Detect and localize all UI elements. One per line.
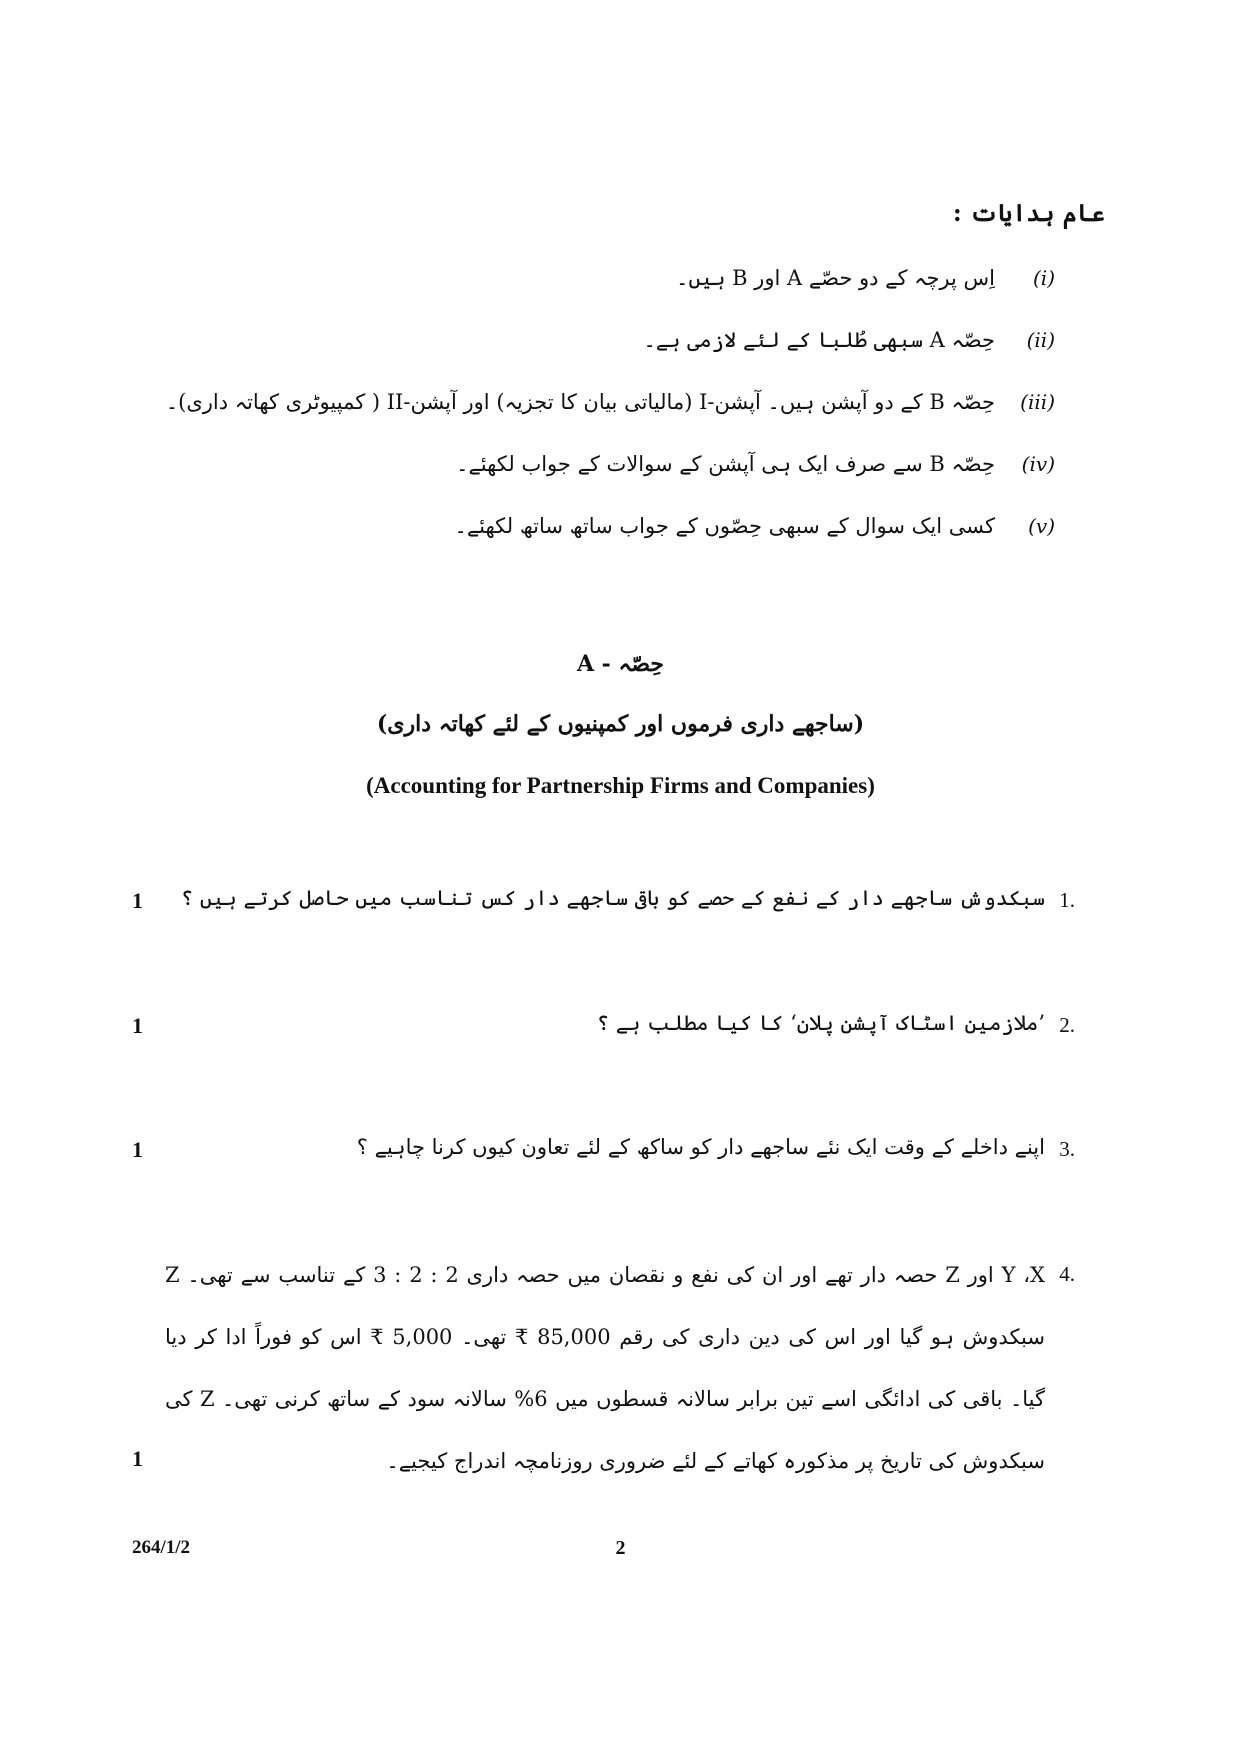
question-marks: 1 bbox=[132, 1446, 143, 1471]
section-subtitle-english: (Accounting for Partnership Firms and Companies) bbox=[366, 773, 875, 798]
question-number: 3. bbox=[1059, 1137, 1075, 1161]
question-number: 1. bbox=[1059, 888, 1075, 912]
question-marks: 1 bbox=[132, 1013, 143, 1038]
section-title: حِصّہ - A bbox=[576, 651, 665, 677]
instruction-text: حِصّہ B کے دو آپشن ہیں۔ آپشن-I (مالیاتی بیان کا تجزیہ) اور آپشن-II ( کمپیوٹری کھاتہ داری)۔ bbox=[165, 390, 995, 414]
instructions-heading: عام ہدایات : bbox=[952, 198, 1105, 227]
instruction-number: (iii) bbox=[1020, 390, 1055, 414]
section-subtitle-urdu: (ساجھے داری فرموں اور کمپنیوں کے لئے کھاتہ داری) bbox=[376, 711, 865, 737]
instruction-text: کسی ایک سوال کے سبھی حِصّوں کے جواب ساتھ ساتھ لکھئے۔ bbox=[454, 514, 995, 538]
paper-code: 264/1/2 bbox=[132, 1537, 191, 1558]
question-text: اپنے داخلے کے وقت ایک نئے ساجھے دار کو ساکھ کے لئے تعاون کیوں کرنا چاہیے ؟ bbox=[356, 1135, 1045, 1159]
instruction-item bbox=[455, 514, 1055, 538]
instruction-item bbox=[166, 390, 1055, 414]
question-text: سبکدوش ساجھے دار کے نفع کے حصے کو باقی ساجھے دار کس تناسب میں حاصل کرتے ہیں ؟ bbox=[180, 886, 1045, 910]
question-number: 4. bbox=[1059, 1262, 1075, 1286]
instruction-text: حِصّہ B سے صرف ایک ہی آپشن کے سوالات کے جواب لکھئے۔ bbox=[456, 452, 995, 476]
instruction-item bbox=[456, 452, 1055, 476]
question-text: Y ،X اور Z حصہ دار تھے اور ان کی نفع و نقصان میں حصہ داری 2 : 2 : 3 کے تناسب سے تھی۔ Z سبکدوش ہو گیا اور اس کی دین داری کی رقم 85,000 ₹ تھی۔ 5,000 ₹ اس کو فوراً ادا کر دیا گیا۔ باقی کی ادائگی اسے تین برابر سالانہ قسطوں میں 6% سالانہ سود کے ساتھ کرنی تھی۔ Z کی سبکدوش کی تاریخ پر مذکورہ کھاتے کے لئے ضروری روزنامچہ اندراج کیجیے۔ bbox=[165, 1263, 1045, 1473]
instruction-number: (iv) bbox=[1021, 452, 1055, 476]
instruction-item bbox=[643, 328, 1055, 352]
instruction-number: (i) bbox=[1032, 266, 1055, 290]
instruction-number: (ii) bbox=[1026, 328, 1055, 352]
instruction-text: حِصّہ A سبھی طُلبا کے لئے لازمی ہے۔ bbox=[643, 328, 995, 352]
question-marks: 1 bbox=[132, 1137, 143, 1162]
question-marks: 1 bbox=[132, 888, 143, 913]
question-text: ’ملازمین اسٹاک آپشن پلان‘ کا کیا مطلب ہے ؟ bbox=[596, 1011, 1045, 1035]
instruction-number: (v) bbox=[1028, 514, 1055, 538]
page-number: 2 bbox=[615, 1537, 626, 1559]
question-number: 2. bbox=[1059, 1013, 1075, 1037]
instruction-item bbox=[676, 266, 1055, 290]
instruction-text: اِس پرچہ کے دو حصّے A اور B ہیں۔ bbox=[676, 266, 995, 290]
